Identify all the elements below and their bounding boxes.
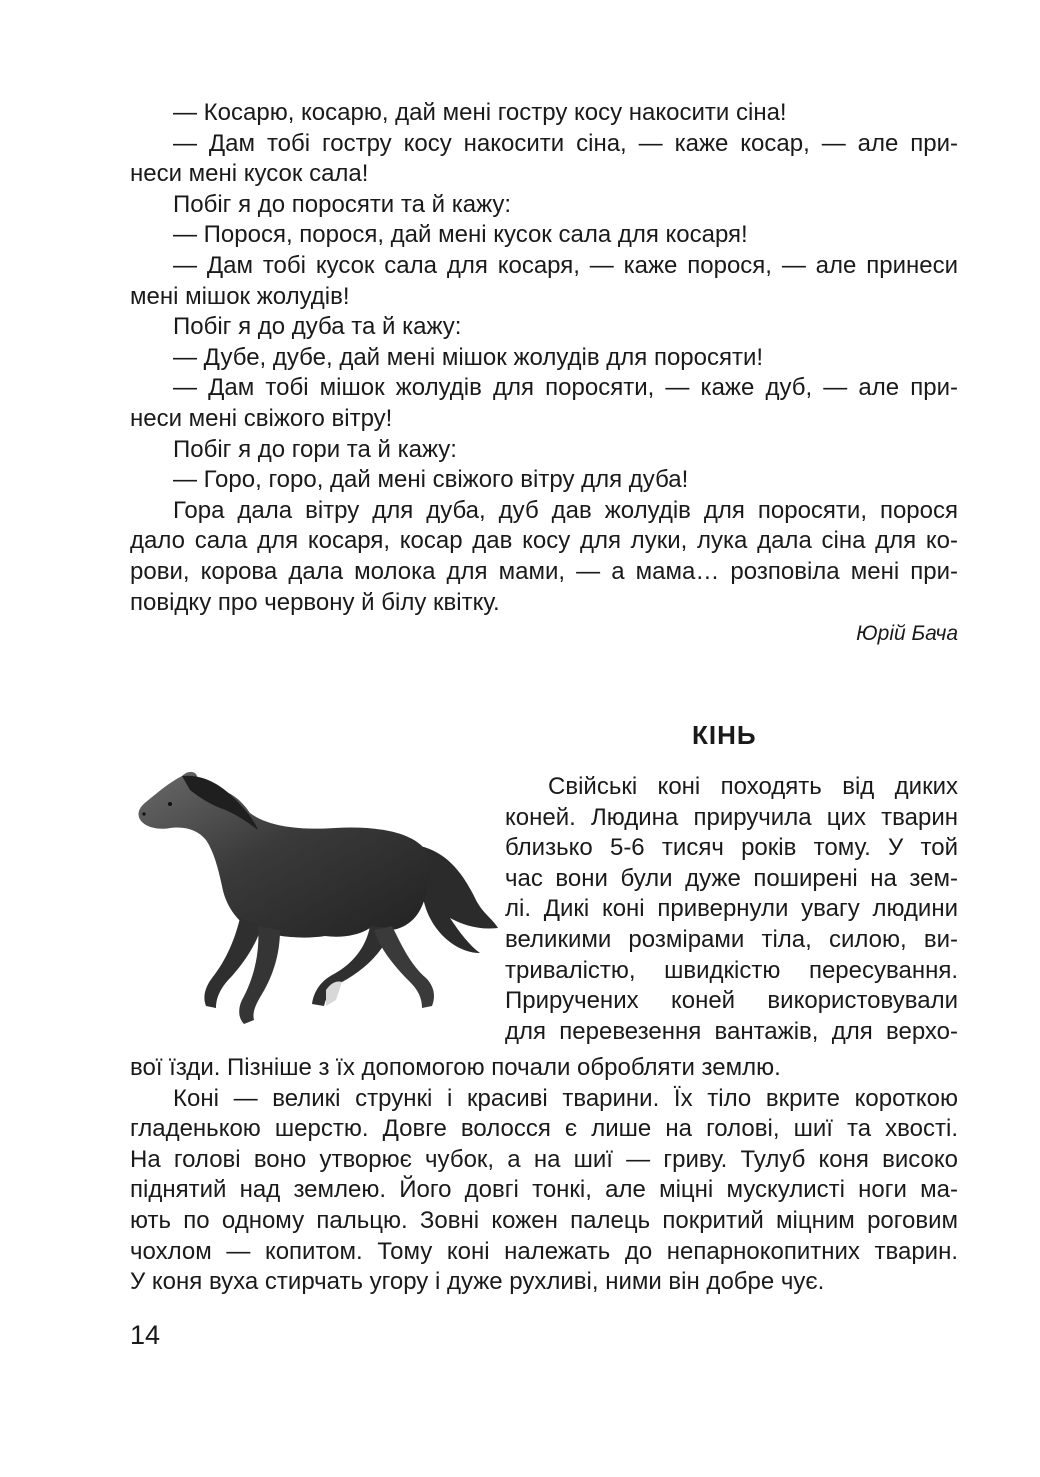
article-body — [130, 1053, 958, 1298]
article-line: тривалістю, швидкістю пересування. — [505, 956, 958, 984]
story-line: повідку про червону й білу квітку. — [130, 588, 500, 616]
article-side-text — [505, 772, 958, 1047]
article-line: коней. Людина приручила цих тварин — [505, 803, 958, 831]
article-line: великими розмірами тіла, силою, ви- — [505, 925, 958, 953]
story-line: — Дубе, дубе, дай мені мішок жолудів для поросяти! — [173, 343, 764, 371]
article-line: лі. Дикі коні привернули увагу людини — [505, 895, 958, 923]
article-line: час вони були дуже поширені на зем- — [505, 864, 958, 892]
story-text — [130, 98, 958, 648]
story-line: Побіг я до дуба та й кажу: — [173, 313, 462, 341]
story-line: — Дам тобі гостру косу накосити сіна, — каже косар, — але при- — [173, 129, 958, 157]
story-line: Гора дала вітру для дуба, дуб дав жолудів для поросяти, порося — [173, 496, 958, 524]
article-line: Коні — великі стрункі і красиві тварини. Їх тіло вкрите короткою — [173, 1084, 958, 1112]
story-line: неси мені свіжого вітру! — [130, 404, 393, 432]
article-title: КІНЬ — [692, 720, 757, 750]
article-line: піднятий над землею. Його довгі тонкі, але міцні мускулисті ноги ма- — [130, 1176, 958, 1204]
article-line: гладенькою шерстю. Довге волосся є лише на голові, шиї та хвості. — [130, 1115, 958, 1143]
story-line: — Дам тобі мішок жолудів для поросяти, — каже дуб, — але при- — [173, 374, 958, 402]
article-line: На голові воно утворює чубок, а на шиї — гриву. Тулуб коня високо — [130, 1145, 958, 1173]
article-line: Свійські коні походять від диких — [548, 773, 958, 800]
story-line: — Горо, горо, дай мені свіжого вітру для дуба! — [173, 466, 689, 494]
article-line: Приручених коней використовували — [505, 987, 958, 1015]
article-line: чохлом — копитом. Тому коні належать до непарнокопитних тварин. — [130, 1237, 958, 1265]
horse-illustration — [130, 768, 500, 1038]
horse-icon — [130, 768, 500, 1038]
story-line: — Порося, порося, дай мені кусок сала для косаря! — [173, 221, 748, 249]
article-line: для перевезення вантажів, для верхо- — [505, 1017, 958, 1045]
article-line: ють по одному пальцю. Зовні кожен палець покритий міцним роговим — [130, 1206, 958, 1234]
story-line: — Косарю, косарю, дай мені гостру косу накосити сіна! — [173, 99, 787, 126]
story-author: Юрій Бача — [856, 622, 958, 646]
page-number: 14 — [130, 1320, 161, 1350]
story-line: неси мені кусок сала! — [130, 160, 369, 188]
story-line: Побіг я до гори та й кажу: — [173, 435, 457, 463]
article-line: вої їзди. Пізніше з їх допомогою почали обробляти землю. — [130, 1054, 781, 1081]
story-line: мені мішок жолудів! — [130, 282, 350, 310]
article-line: близько 5-6 тисяч років тому. У той — [505, 834, 958, 862]
story-line: — Дам тобі кусок сала для косаря, — каже порося, — але принеси — [173, 251, 958, 279]
story-line: Побіг я до поросяти та й кажу: — [173, 190, 512, 218]
story-line: дало сала для косаря, косар дав косу для луки, лука дала сіна для ко- — [130, 527, 958, 555]
story-line: рови, корова дала молока для мами, — а мама… розповіла мені при- — [130, 557, 958, 585]
article-line: У коня вуха стирчать угору і дуже рухливі, ними він добре чує. — [130, 1268, 825, 1296]
